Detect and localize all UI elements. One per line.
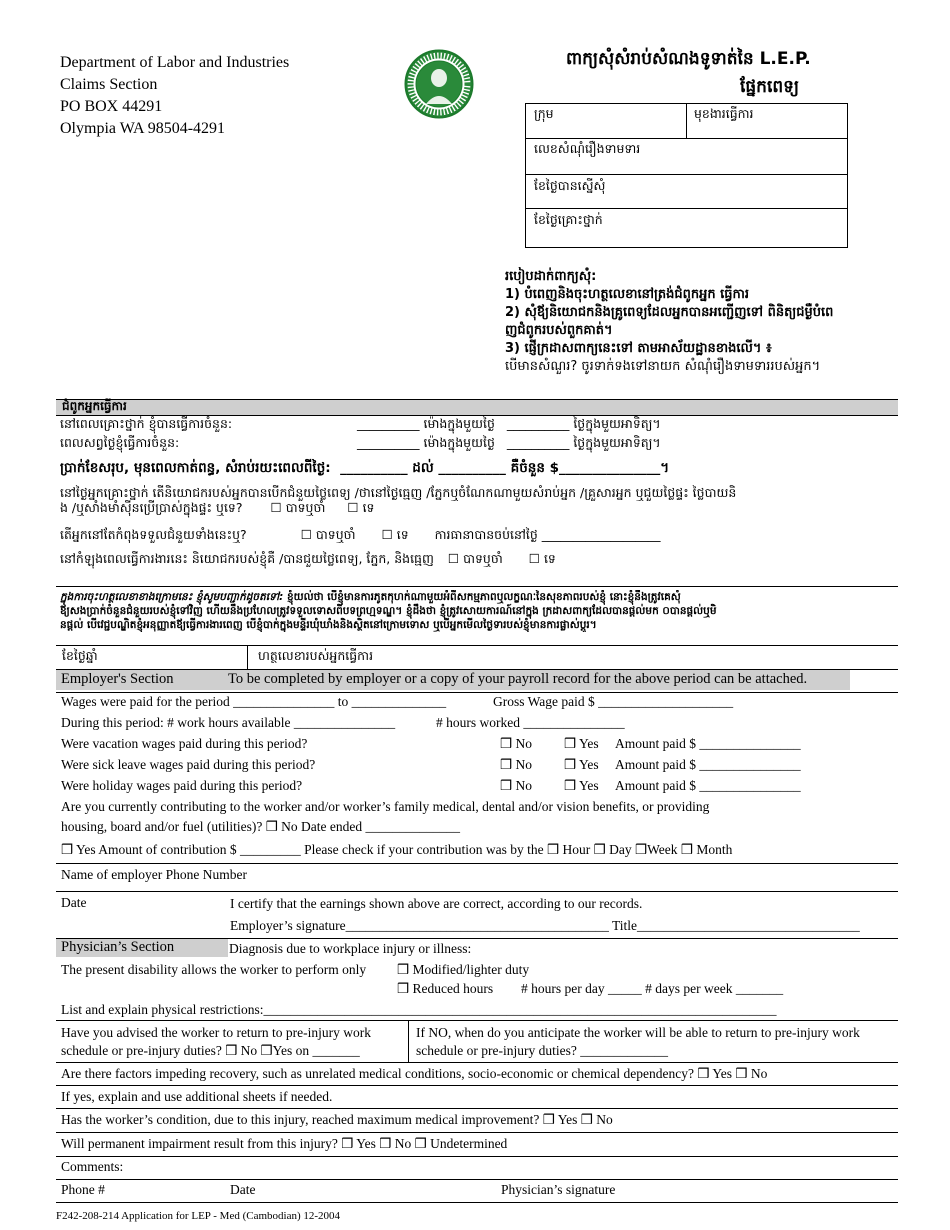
contribution-yes-row[interactable]: ❒ Yes Amount of contribution $ _________ Please check if your contribution was by the ❒ Hour ❒ Day ❒Week ❒ Month (61, 842, 733, 857)
address-line: PO BOX 44291 (60, 98, 163, 115)
physician-section-label: Physician’s Section (61, 939, 175, 955)
team-label: ក្រុម (534, 106, 554, 121)
return-advised-question[interactable] (61, 1024, 371, 1060)
comments-field[interactable]: Comments: (61, 1159, 124, 1174)
current-hours-row (60, 435, 179, 454)
sick-amount-field[interactable]: Amount paid $ _______________ (615, 757, 801, 772)
checkbox[interactable]: ☐ (347, 500, 359, 515)
worker-section-header (56, 399, 898, 416)
certification-line: នផ្តល់ បើវេជ្ជបណ្ឌិតខ្ញុំអនុញ្ញាតឪ្យធ្វើការងារពេញ បើខ្ញុំបាក់ក្នុងមន្ទីរឃុំឃាំងនិងស្ថិតនៅក្រោមទោស ឬបើអ្នកមើលថៃ្ងទារបស់ខ្ញុំមានការផ្លាស់ប្តូរ។ (60, 619, 597, 631)
hours-per-day-label: ម៉ោងក្នុងមួយថ្ងៃ (423, 416, 495, 431)
hours-at-injury-fields (357, 416, 661, 435)
worker-certification (60, 590, 898, 632)
instructions-question: បើមានសំណួរ? ចូរទាក់ទងទៅនាយក សំណុំរឿងទាមទាររបស់អ្នក។ (505, 359, 821, 374)
return-advised-line: Have you advised the worker to return to pre-injury work (61, 1025, 372, 1040)
worker-section-title: ជំពូកអ្នកធ្វើការ (62, 399, 127, 413)
reduced-hours-checkbox[interactable]: ❒ Reduced hours (397, 981, 494, 996)
anticipated-return-line[interactable]: schedule or pre-injury duties? _____________ (416, 1043, 668, 1058)
form-subtitle: ផ្នែកពេទ្យ (740, 77, 800, 97)
checkbox[interactable]: ☐ (447, 551, 460, 566)
no-label: ទេ (543, 551, 556, 566)
yes-label: បាទឬចាំ (315, 527, 356, 542)
office-use-box (525, 103, 848, 248)
employer-certify-text: I certify that the earnings shown above are correct, according to our records. (230, 896, 643, 911)
worker-date-label: ខែថ្ងៃឆ្នាំ (62, 648, 98, 663)
return-advised-line[interactable]: schedule or pre-injury duties? ❒ No ❒Yes on _______ (61, 1043, 360, 1058)
hours-at-injury-row (60, 416, 232, 435)
period-mark: ។ (660, 460, 670, 476)
address-line: Olympia WA 98504-4291 (60, 120, 226, 137)
certification-line: ឪ្យសងប្រាក់ចំនួនជំនួយរបស់ខ្ញុំទៅវិញ ហើយនឹងប្រហែលត្រូវទទួលទោសពីបទព្រហ្មទណ្ឌ។ ខ្ញុំដឹងថា ខ្ញុំត្រូវសោយការណ៍នៅក្នុង ក្រដាសពាក្យដែលបានផ្តល់មក ០បានផ្តល់ឬមិ (60, 605, 717, 617)
divider (56, 1062, 898, 1063)
agency-address (60, 52, 289, 140)
divider (526, 208, 847, 209)
mmi-question[interactable]: Has the worker’s condition, due to this injury, reached maximum medical improvement? ❒ Yes ❒ No (61, 1112, 613, 1127)
modified-duty-checkbox[interactable]: ❒ Modified/lighter duty (397, 962, 530, 977)
divider (56, 1108, 898, 1109)
vacation-amount-field[interactable]: Amount paid $ _______________ (615, 736, 801, 751)
instruction-step: 2) សុំឪ្យនិយោជកនិងគ្រូពេទ្យដែលអ្នកបានអញ្ជើញទៅ ពិនិត្យជម្ងឺបំពេ (505, 305, 834, 320)
divider (526, 138, 847, 139)
date-injury-label: ខែថ្ងៃគ្រោះថ្នាក់ (534, 212, 603, 227)
date-requested-label: ខែថ្ងៃបានស្នើសុំ (534, 178, 606, 193)
disability-label: The present disability allows the worker to perform only (61, 962, 367, 977)
divider (56, 645, 898, 646)
benefits-end-field[interactable]: ___________________ (541, 527, 661, 542)
holiday-yes-checkbox[interactable]: ❒ Yes (564, 778, 599, 793)
physician-phone-field[interactable]: Phone # (61, 1182, 105, 1197)
gross-wage-row (60, 459, 669, 479)
divider (56, 1179, 898, 1180)
holiday-no-checkbox[interactable]: ❒ No (500, 778, 532, 793)
divider (686, 104, 687, 138)
diagnosis-field[interactable]: Diagnosis due to workplace injury or illness: (229, 941, 472, 956)
employer-date-label: Date (61, 895, 87, 910)
divider (56, 1202, 898, 1203)
instruction-step: ញជំពូករបស់ពួកគាត់។ (505, 323, 613, 338)
yes-label: បាទឬចាំ (285, 500, 326, 515)
address-line: Claims Section (60, 76, 158, 93)
employer-section-label: Employer's Section (61, 671, 174, 687)
divider (56, 863, 898, 864)
employer-section-header (56, 670, 850, 690)
no-label: ទេ (396, 527, 409, 542)
wage-to-label: ដល់ (412, 460, 434, 476)
hours-days-field[interactable]: # hours per day _____ # days per week _______ (521, 981, 784, 996)
worker-signature-label: ហត្ថលេខារបស់អ្នកធ្វើការ (258, 648, 374, 663)
divider (56, 586, 898, 587)
days-per-week-field[interactable]: __________ (506, 435, 570, 450)
gross-wage-label: ប្រាក់ខែសរុប, មុនពេលកាត់ពន្ធ, សំរាប់រយះពេលពីថ្ងៃ: (60, 460, 331, 476)
contribution-no-row[interactable]: housing, board and/or fuel (utilities)? ❒ No Date ended ______________ (61, 819, 461, 834)
checkbox[interactable]: ☐ (381, 527, 393, 542)
current-hours-fields (357, 435, 661, 454)
work-hours-available-field[interactable]: During this period: # work hours available _______________ (61, 715, 396, 730)
form-number: F242-208-214 Application for LEP - Med (Cambodian) 12-2004 (56, 1210, 341, 1222)
physician-section-header (56, 939, 228, 957)
employer-name-phone-field[interactable]: Name of employer Phone Number (61, 867, 247, 882)
vacation-no-checkbox[interactable]: ❒ No (500, 736, 532, 751)
days-per-week-label: ថ្ងៃក្នុងមួយអាទិត្យ។ (573, 416, 661, 431)
wage-total-field[interactable]: _______________ (559, 460, 661, 476)
instruction-step: 3) ផ្ញើក្រដាសពាក្យនេះទៅ តាមអាស័យដ្ឋានខាងលើ។ ៖ (505, 341, 772, 356)
holiday-question: Were holiday wages paid during this period? (61, 778, 303, 793)
vacation-question: Were vacation wages paid during this period? (61, 736, 308, 751)
checkbox[interactable]: ☐ (270, 500, 282, 515)
state-seal-icon (404, 48, 474, 120)
explain-field[interactable]: If yes, explain and use additional sheets if needed. (61, 1089, 333, 1104)
recovery-factors-question[interactable]: Are there factors impeding recovery, such as unrelated medical conditions, socio-economic or chemical dependency? ❒ Yes ❒ No (61, 1066, 768, 1081)
address-line: Department of Labor and Industries (60, 54, 290, 71)
benefits-now-label: នៅកំឡុងពេលធ្វើការងារនេះ និយោជករបស់ខ្ញុំគឺ /បានជួយថ្លៃពេទ្យ, ភ្នែក, និងធ្មេញ (60, 551, 434, 566)
days-per-week-label: ថ្ងៃក្នុងមួយអាទិត្យ។ (573, 435, 661, 450)
wage-from-field[interactable]: __________ (340, 460, 408, 476)
sick-no-checkbox[interactable]: ❒ No (500, 757, 532, 772)
physician-signature-field[interactable]: Physician’s signature (501, 1182, 616, 1197)
form-title: ពាក្យសុំសំរាប់សំណងទូទាត់នៃ L.E.P. (566, 49, 811, 69)
physician-date-field[interactable]: Date (230, 1182, 256, 1197)
contribution-question: Are you currently contributing to the worker and/or worker’s family medical, dental and/or vision benefits, or providing (61, 799, 710, 814)
gross-wage-field[interactable]: Gross Wage paid $ ____________________ (493, 694, 734, 709)
current-hours-label: ពេលសព្វថ្ងៃខ្ញុំធ្វើការចំនួន: (60, 435, 180, 450)
anticipated-return-line: If NO, when do you anticipate the worker will be able to return to pre-injury work (416, 1025, 860, 1040)
divider (56, 891, 898, 892)
wages-period-field[interactable]: Wages were paid for the period _______________ to ______________ (61, 694, 447, 709)
holiday-amount-field[interactable]: Amount paid $ _______________ (615, 778, 801, 793)
divider (56, 1156, 898, 1157)
divider (408, 1020, 409, 1062)
sick-leave-question: Were sick leave wages paid during this period? (61, 757, 316, 772)
hours-per-day-label: ម៉ោងក្នុងមួយថ្ងៃ (423, 435, 495, 450)
benefits-question-text: ង /ឬសាំងមាំស៊ីនប្រើប្រាស់ក្នុងផ្ទះ ឬទេ? (60, 500, 243, 515)
employer-signature-field[interactable]: Employer’s signature_______________________________________ Title_________________________________ (230, 918, 860, 933)
benefits-question (60, 485, 736, 515)
divider (56, 1085, 898, 1086)
restrictions-field[interactable]: List and explain physical restrictions:____________________________________________________________________________ (61, 1002, 777, 1017)
certification-text: ខ្ញុំយល់ថា បើខ្ញុំមានការភូតកុហក់ណាមួយអំពីសកម្មភាពឬលក្ខណៈនៃសុខភាពរបស់ខ្ញុំ នោះខ្ញុំនឹងត្រូវគេសុំ (283, 591, 681, 603)
benefits-question-line (60, 500, 736, 515)
claim-number-label: លេខសំណុំរឿងទាមទារ (534, 141, 641, 156)
benefits-question-line: នៅថ្ងៃអ្នកគ្រោះថ្នាក់ តើនិយោជករបស់អ្នកបានបើកជំនួយថ្លៃពេទ្យ /ថានៅថ្ងៃធ្មេញ /ភ្នែកឬចំណែកណាមួយសំរាប់អ្នក /គ្រួសារអ្នក ឬជួយថ្លៃផ្ទះ ថ្លៃបាយនិ (60, 485, 737, 500)
benefits-now-row (60, 551, 556, 570)
impairment-question[interactable]: Will permanent impairment result from this injury? ❒ Yes ❒ No ❒ Undetermined (61, 1136, 508, 1151)
checkbox[interactable]: ☐ (300, 527, 312, 542)
hours-per-day-field[interactable]: __________ (357, 435, 420, 450)
sick-yes-checkbox[interactable]: ❒ Yes (564, 757, 599, 772)
divider (526, 174, 847, 175)
certification-lead: ក្នុងការចុះហត្ថលេខាខាងក្រោមនេះ ខ្ញុំសូមបញ្ជាក់ដូចតទៅ: (60, 591, 284, 603)
wage-total-label: គឺចំនួន $ (510, 460, 559, 476)
divider (56, 692, 898, 693)
benefits-still-row (60, 527, 661, 546)
vacation-yes-checkbox[interactable]: ❒ Yes (564, 736, 599, 751)
instructions-heading: របៀបដាក់ពាក្យសុំ: (505, 269, 597, 284)
hours-at-injury-label: នៅពេលគ្រោះថ្នាក់ ខ្ញុំបានធ្វើការចំនួន: (60, 416, 233, 431)
divider (56, 1132, 898, 1133)
divider (247, 645, 248, 669)
no-label: ទេ (362, 500, 375, 515)
divider (56, 1020, 898, 1021)
instruction-step: 1) បំពេញនិងចុះហត្ថលេខានៅត្រង់ជំពូកអ្នក ធ្វើការ (505, 287, 750, 302)
hours-per-day-field[interactable]: __________ (357, 416, 420, 431)
yes-label: បាទឬចាំ (463, 551, 503, 566)
benefits-end-label: ការធានាបានចប់នៅថ្ងៃ (434, 527, 538, 542)
instructions (505, 268, 905, 376)
employer-section-description: To be completed by employer or a copy of your payroll record for the above period can be attached. (228, 671, 808, 687)
anticipated-return-question[interactable] (416, 1024, 860, 1060)
checkbox[interactable]: ☐ (528, 551, 540, 566)
benefits-still-label: តើអ្នកនៅតែកំពុងទទួលជំនួយទាំងនេះឬ? (60, 527, 247, 542)
position-label: មុខងារធ្វើការ (694, 106, 754, 121)
days-per-week-field[interactable]: __________ (506, 416, 570, 431)
certification-line (60, 590, 898, 604)
hours-worked-field[interactable]: # hours worked _______________ (436, 715, 625, 730)
wage-to-field[interactable]: __________ (438, 460, 506, 476)
